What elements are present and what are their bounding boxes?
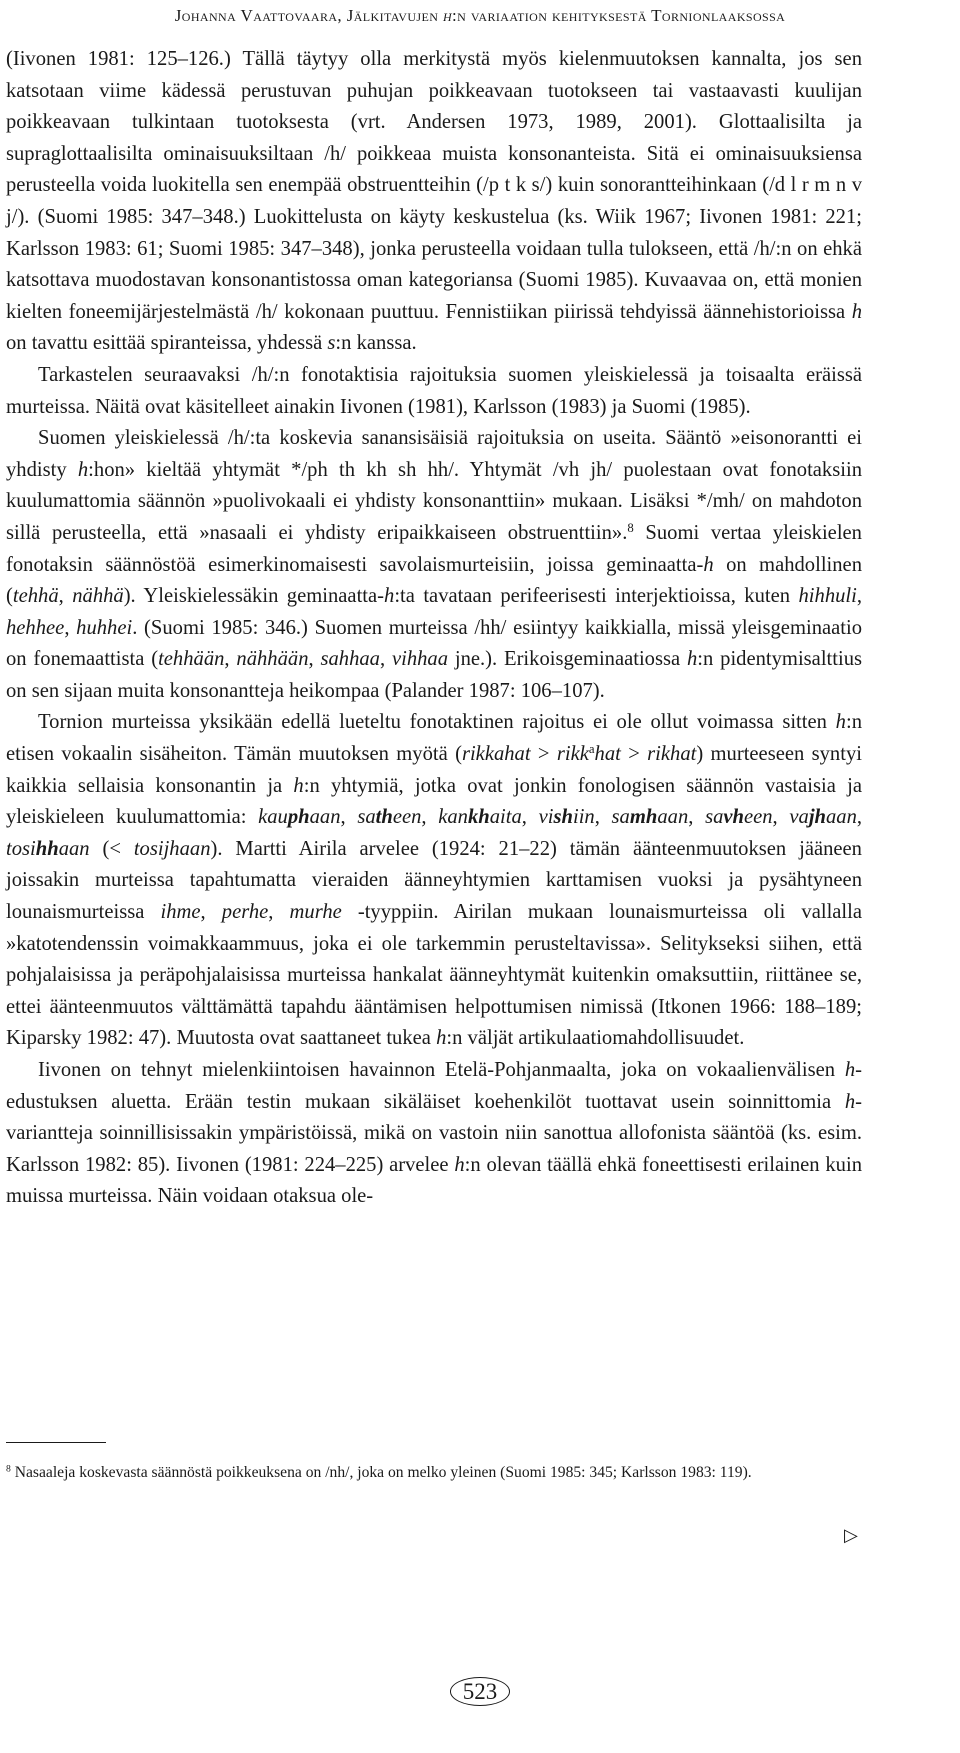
text: :n yhtymiä, jotka ovat jonkin fonologisen säännön vastaisia ja yleiskieleen kuulumattomia:	[6, 774, 862, 829]
example-word	[612, 806, 689, 828]
text: :n väljät artikulaatiomahdollisuudet.	[446, 1027, 745, 1050]
text: on tavattu esittää spiranteissa, yhdessä	[6, 332, 328, 355]
text: ,	[688, 806, 706, 829]
text: Tornion murteissa yksikään edellä lueteltu fonotaktinen rajoitus ei ole ollut voimassa sitten	[38, 711, 836, 734]
paragraph-3	[6, 423, 862, 707]
footnote-8	[6, 1462, 862, 1484]
italic-term: tosijhaan	[133, 837, 211, 860]
text: -edustuksen aluetta. Erään testin mukaan sikäläiset koehenkilöt tuottavat usein soinnittomia	[6, 1059, 862, 1113]
cluster-bold: sh	[553, 806, 573, 829]
example-word	[258, 806, 340, 828]
next-page-arrow-icon: ▷	[844, 1525, 858, 1545]
running-head	[0, 6, 960, 26]
text: ,	[200, 901, 222, 924]
paragraph-1	[6, 44, 862, 360]
page-number	[0, 1677, 960, 1706]
running-head-italic: h	[442, 6, 453, 25]
footnote-text: Nasaaleja koskevasta säännöstä poikkeuksena on /nh/, joka on melko yleinen (Suomi 1985: 345; Karlsson 1983: 119).	[10, 1464, 752, 1481]
superscript-vowel: a	[588, 742, 595, 757]
text: :n etisen vokaalin sisäheiton. Tämän muutoksen myötä (	[6, 711, 862, 766]
word-part: vi	[538, 806, 554, 829]
paragraph-5	[6, 1055, 862, 1213]
text: Suomi vertaa yleiskielen fonotaksin säännöstöä esimerkinomaisesti savolaismurteisiin, joissa geminaatta-	[6, 521, 862, 576]
running-head-part: :n variaation kehityksestä Tornionlaaksossa	[452, 6, 786, 25]
text: Suomen yleiskielessä /h/:ta koskevia sanansisäisiä rajoituksia on useita. Sääntö »eisonorantti ei yhdisty	[6, 427, 862, 481]
cluster-bold: mh	[629, 806, 658, 829]
italic-term: hat	[594, 743, 621, 766]
italic-term: nähhään	[236, 648, 309, 671]
italic-term: h	[77, 458, 89, 481]
italic-term: tehhään	[158, 648, 225, 671]
italic-term: huhhei	[76, 616, 133, 639]
text: ,	[58, 585, 73, 608]
word-part: een	[743, 806, 773, 829]
italic-term: rikkahat	[461, 743, 531, 766]
text: (<	[89, 837, 134, 860]
running-head-part: Johanna Vaattovaara, Jälkitavujen	[174, 6, 443, 25]
text: (Iivonen 1981: 125–126.) Tällä täytyy olla merkitystä myös kielenmuutoksen kannalta, jos sen katsotaan viime kädessä perustuvan puhujan poikkeavaan tuotokseen tai vastaavasti kuulijan poikkeavaan tulkintaan tuotoksesta (vrt. Andersen 1973, 1989, 2001). Glottaalisilta ja supraglottaalisilta ominaisuuksiltaan /h/ poikkeaa muista konsonanteista. Sitä ei ominaisuuksiensa perusteella voida luokitella sen enempää obstruentteihin (/p t k s/) kuin sonorantteihinkaan (/d l r m n v j/). (Suomi 1985: 347–348.) Luokittelusta on käyty keskustelua (ks. Wiik 1967; Iivonen 1981: 221; Karlsson 1983: 61; Suomi 1985: 347–348), jonka perusteella voidaan tulla tulokseen, että /h/:n on ehkä katsottava muodostavan konsonantistossa oman kategoriansa (Suomi 1985). Kuvaavaa on, että monien kielten foneemijärjestelmästä /h/ kokonaan puuttuu. Fennistiikan piirissä tehdyissä äännehistorioissa	[6, 48, 862, 323]
text: Tarkastelen seuraavaksi /h/:n fonotaktisia rajoituksia suomen yleiskielessä ja toisaalta eräissä murteissa. Näitä ovat käsitelleet ainakin Iivonen (1981), Karlsson (1983) ja Suomi (1985).	[6, 363, 862, 418]
footnote-divider	[6, 1442, 106, 1443]
italic-term: h	[687, 648, 698, 671]
word-part: kan	[438, 806, 468, 829]
italic-term: hihhuli	[798, 585, 857, 608]
text: :ta tavataan perifeerisesti interjektioissa, kuten	[394, 585, 799, 608]
cluster-bold: th	[375, 806, 393, 829]
italic-term: h	[703, 553, 714, 576]
italic-term: h	[844, 1059, 856, 1081]
cluster-bold: vh	[723, 806, 744, 829]
italic-term: h	[293, 774, 304, 797]
text: ,	[856, 806, 863, 829]
italic-term: h	[384, 585, 395, 608]
text: ,	[379, 648, 392, 671]
text: ,	[268, 901, 290, 924]
italic-term: rikk	[556, 743, 589, 766]
example-word	[357, 806, 421, 828]
word-part: aan	[657, 806, 689, 829]
article-body	[6, 44, 862, 1213]
word-part: aita	[489, 806, 522, 829]
text: :hon» kieltää yhtymät */ph th kh sh hh/. Yhtymät /vh jh/ puolestaan ovat fonotaksiin kuulumattomia säännön »puolivokaali ei yhdisty konsonanttiin» mukaan. Lisäksi */mh/ on mahdoton sillä perusteella, että »nasaali ei yhdisty eripaikkaiseen obstruenttiin».	[6, 458, 862, 544]
page-number-label: 523	[450, 1677, 511, 1706]
word-part: sa	[611, 806, 630, 829]
italic-term: tehhä	[12, 585, 59, 608]
italic-term: h	[454, 1153, 465, 1176]
cluster-bold: ph	[287, 806, 310, 829]
footnote	[6, 1462, 862, 1484]
text: ,	[856, 585, 863, 608]
word-part: aan	[309, 806, 341, 829]
text: :n olevan täällä ehkä foneettisesti erilainen kuin muissa murteissa. Näin voidaan otaksua ole-	[6, 1153, 862, 1208]
text: jne.). Erikoisgeminaatiossa	[448, 648, 687, 671]
text: >	[530, 743, 557, 766]
italic-term: h	[436, 1027, 447, 1050]
word-part: kau	[258, 806, 288, 829]
text: . (Suomi 1985: 346.) Suomen murteissa /hh/ esiintyy kaikkialla, missä yleisgeminaatio on fonemaattista (	[6, 616, 863, 671]
italic-term: s	[327, 332, 336, 355]
word-part: aan	[58, 837, 90, 860]
text: :n pidentymisalttius on sen sijaan muita konsonantteja heikompaa (Palander 1987: 106–107).	[6, 648, 863, 702]
paragraph-2	[6, 360, 862, 423]
italic-term: perhe	[221, 901, 269, 924]
text: ,	[521, 806, 539, 829]
text: -tyyppiin. Airilan mukaan lounaismurteissa oli vallalla »katotendenssin voimakkaammuus, joka ei ole tarkemmin perusteltavissa». Selitykseksi siihen, että pohjalaisissa ja peräpohjalaisissa murteissa hankalat äänneyhtymät kuitenkin omaksuttiin, riittänee se, ettei äänteenmuutos välttämättä tapahdu ääntämisen helpottumisen nimissä (Itkonen 1966: 188–189; Kiparsky 1982: 47). Muutosta ovat saattaneet tukea	[6, 901, 863, 1050]
footnote-reference: 8	[627, 520, 634, 535]
italic-term: vihhaa	[391, 648, 449, 671]
italic-term: nähhä	[72, 585, 124, 608]
word-part: sa	[357, 806, 376, 829]
italic-term: sahhaa	[320, 648, 380, 671]
text: ) murteeseen syntyi kaikkia sellaisia konsonantin ja	[6, 743, 862, 797]
footnote-number: 8	[6, 1463, 11, 1475]
text: :n kanssa.	[335, 332, 417, 355]
text: ,	[421, 806, 439, 829]
example-word	[438, 806, 522, 828]
word-part: aan	[826, 806, 857, 829]
text: ,	[224, 648, 237, 671]
text: ). Martti Airila arvelee (1924: 21–22) tämän äänteenmuutoksen jääneen joissakin murteissa tapahtumatta vieraiden äänneyhtymien karttamisen vuoksi ja pysähtyneen lounaismurteissa	[6, 837, 862, 924]
italic-term: h	[835, 711, 846, 734]
text: Iivonen on tehnyt mielenkiintoisen havainnon Etelä-Pohjanmaalta, joka on vokaalienvälisen	[38, 1059, 845, 1081]
word-part: sa	[705, 806, 724, 829]
word-part: va	[789, 806, 809, 829]
text: -variantteja soinnillisissakin ympäristöissä, mikä on vastoin niin sanottua allofonista sääntöä (ks. esim. Karlsson 1982: 85). Iivonen (1981: 224–225) arvelee	[6, 1090, 862, 1176]
italic-term: hehhee	[6, 616, 65, 639]
italic-term: ihme	[160, 901, 201, 924]
text: ,	[772, 806, 790, 829]
example-word	[789, 806, 857, 828]
text: ). Yleiskielessäkin geminaatta-	[123, 585, 385, 608]
example-word	[6, 838, 90, 860]
italic-term: h	[844, 1090, 856, 1113]
example-word	[539, 806, 595, 828]
cluster-bold: jh	[808, 806, 826, 829]
italic-term: rikhat	[647, 743, 697, 766]
italic-term: h	[851, 300, 862, 323]
cluster-bold: hh	[35, 837, 59, 860]
text: ,	[64, 616, 77, 639]
text: ,	[308, 648, 321, 671]
text: on mahdollinen (	[6, 553, 862, 608]
word-part: een	[392, 806, 422, 829]
paragraph-4	[6, 707, 862, 1055]
word-part: tosi	[6, 837, 36, 860]
italic-term: murhe	[289, 901, 342, 924]
word-part: iin	[572, 806, 595, 829]
text: ,	[340, 806, 358, 829]
text: ,	[594, 806, 612, 829]
cluster-bold: kh	[467, 806, 490, 829]
text: >	[620, 743, 648, 766]
example-word	[705, 806, 772, 828]
